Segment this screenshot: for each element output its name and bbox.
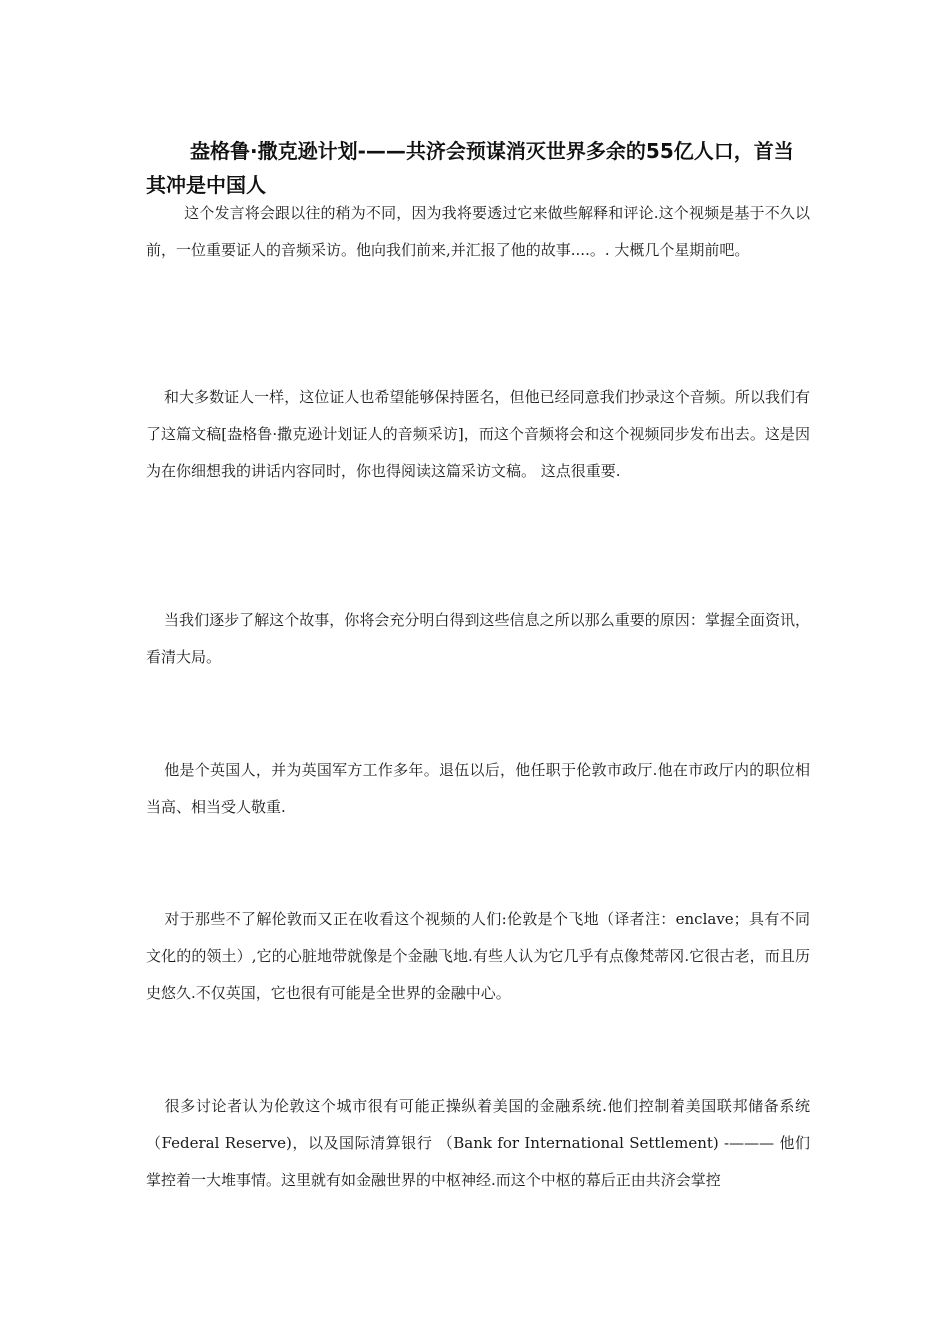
paragraph-4 [146,752,810,826]
paragraph-1 [146,195,810,269]
paragraph-3 [146,602,810,676]
paragraph-5 [146,901,810,1012]
paragraph-4-text: 他是个英国人，并为英国军方工作多年。退伍以后，他任职于伦敦市政厅.他在市政厅内的职位相当高、相当受人敬重. [146,761,810,816]
paragraph-1-text: 这个发言将会跟以往的稍为不同，因为我将要透过它来做些解释和评论.这个视频是基于不久以前，一位重要证人的音频采访。他向我们前来,并汇报了他的故事....。. 大概几个星期前吧。 [146,204,810,259]
paragraph-5-text: 对于那些不了解伦敦而又正在收看这个视频的人们:伦敦是个飞地（译者注：enclave；具有不同文化的的领土）,它的心脏地带就像是个金融飞地.有些人认为它几乎有点像梵蒂冈.它很古老，而且历史悠久.不仅英国，它也很有可能是全世界的金融中心。 [146,910,810,1002]
paragraph-3-text: 当我们逐步了解这个故事，你将会充分明白得到这些信息之所以那么重要的原因：掌握全面资讯，看清大局。 [146,611,810,666]
title-text: 盎格鲁·撒克逊计划-——共济会预谋消灭世界多余的55亿人口，首当其冲是中国人 [146,139,794,197]
paragraph-2-text: 和大多数证人一样，这位证人也希望能够保持匿名，但他已经同意我们抄录这个音频。所以我们有了这篇文稿[盎格鲁·撒克逊计划证人的音频采访]，而这个音频将会和这个视频同步发布出去。这是因为在你细想我的讲话内容同时，你也得阅读这篇采访文稿。 这点很重要. [146,388,810,480]
document-title [146,134,810,202]
paragraph-6-text: 很多讨论者认为伦敦这个城市很有可能正操纵着美国的金融系统.他们控制着美国联邦储备系统（Federal Reserve)，以及国际清算银行 （Bank for International Settlement) -——— 他们掌控着一大堆事情。这里就有如金融世界的中枢神经.而这个中枢的幕后正由共济会掌控 [146,1097,810,1189]
paragraph-2 [146,379,810,490]
paragraph-6 [146,1088,810,1199]
